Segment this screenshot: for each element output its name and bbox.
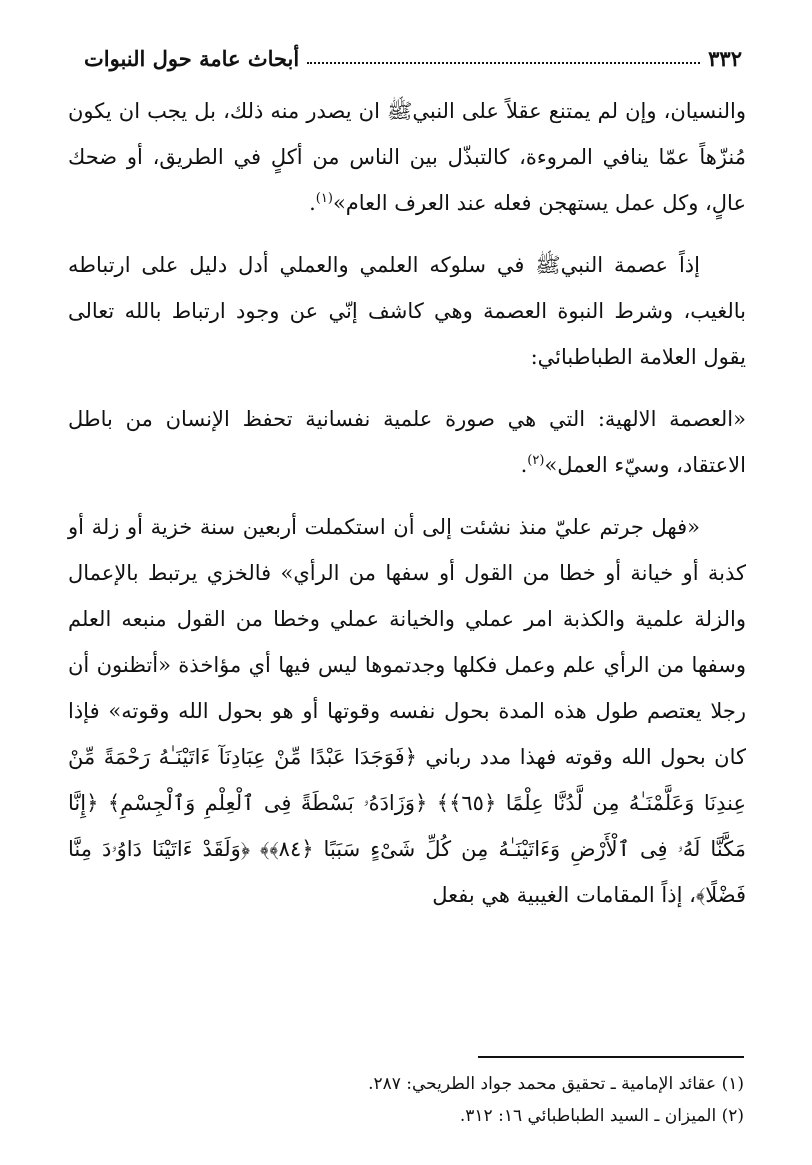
body-text <box>68 88 746 918</box>
paragraph: «فهل جرتم عليّ منذ نشئت إلى أن استكملت أربعين سنة خزية أو زلة أو كذبة أو خيانة أو خطا من القول أو سفها من الرأي» فالخزي يرتبط بالإعمال والزلة علمية والكذبة امر عملي والخيانة عملي وخطا من القول منبعه العلم وسفها من الرأي علم وعمل فكلها وجدتموها ليس فيها أي مؤاخذة «أتظنون أن رجلا يعتصم طول هذه المدة بحول نفسه وقوتها أو هو بحول الله وقوته» فإذا كان بحول الله وقوته فهذا مدد رباني ﴿فَوَجَدَا عَبْدًا مِّنْ عِبَادِنَآ ءَاتَيْنَـٰهُ رَحْمَةً مِّنْ عِندِنَا وَعَلَّمْنَـٰهُ مِن لَّدُنَّا عِلْمًا ﴿٦٥﴾﴾ ﴿وَزَادَهُۥ بَسْطَةً فِى ٱلْعِلْمِ وَٱلْجِسْمِ﴾ ﴿إِنَّا مَكَّنَّا لَهُۥ فِى ٱلْأَرْضِ وَءَاتَيْنَـٰهُ مِن كُلِّ شَىْءٍ سَبَبًا ﴿٨٤﴾﴾ ﴿وَلَقَدْ ءَاتَيْنَا دَاوُۥدَ مِنَّا فَضْلًا﴾، إذاً المقامات الغيبية هي بفعل <box>68 515 747 907</box>
running-title: أبحاث عامة حول النبوات <box>84 45 300 71</box>
footnote-ref: (١) <box>315 191 333 206</box>
paragraph: إذاً عصمة النبيﷺ في سلوكه العلمي والعملي أدل دليل على ارتباطه بالغيب، وشرط النبوة العصمة وهي كاشف إنّي عن وجود ارتباط بالله تعالى يقول العلامة الطباطبائي: <box>68 253 746 369</box>
footnote: (٢) الميزان ـ السيد الطباطبائي ١٦: ٣١٢. <box>459 1106 744 1126</box>
paragraph: والنسيان، وإن لم يمتنع عقلاً على النبيﷺ ان يصدر منه ذلك، بل يجب ان يكون مُنزّهاً عمّا ينافي المروءة، كالتبذّل بين الناس من أكلٍ في الطريق، أو ضحك عالٍ، وكل عمل يستهجن فعله عند العرف العام»$^{(١)}$. <box>68 99 746 215</box>
footnote-divider <box>478 1056 744 1058</box>
footnote: (١) عقائد الإمامية ـ تحقيق محمد جواد الطريحي: ٢٨٧. <box>368 1074 744 1094</box>
header-dotted-leader <box>307 52 700 64</box>
quote-paragraph: «العصمة الالهية: التي هي صورة علمية نفسانية تحفظ الإنسان من باطل الاعتقاد، وسيّء العمل»$^{(٢)}$. <box>68 407 746 477</box>
page-header <box>84 38 742 78</box>
footnotes <box>68 1068 744 1132</box>
footnote-ref: (٢) <box>527 453 545 468</box>
page-number: ٣٣٢ <box>708 45 742 71</box>
